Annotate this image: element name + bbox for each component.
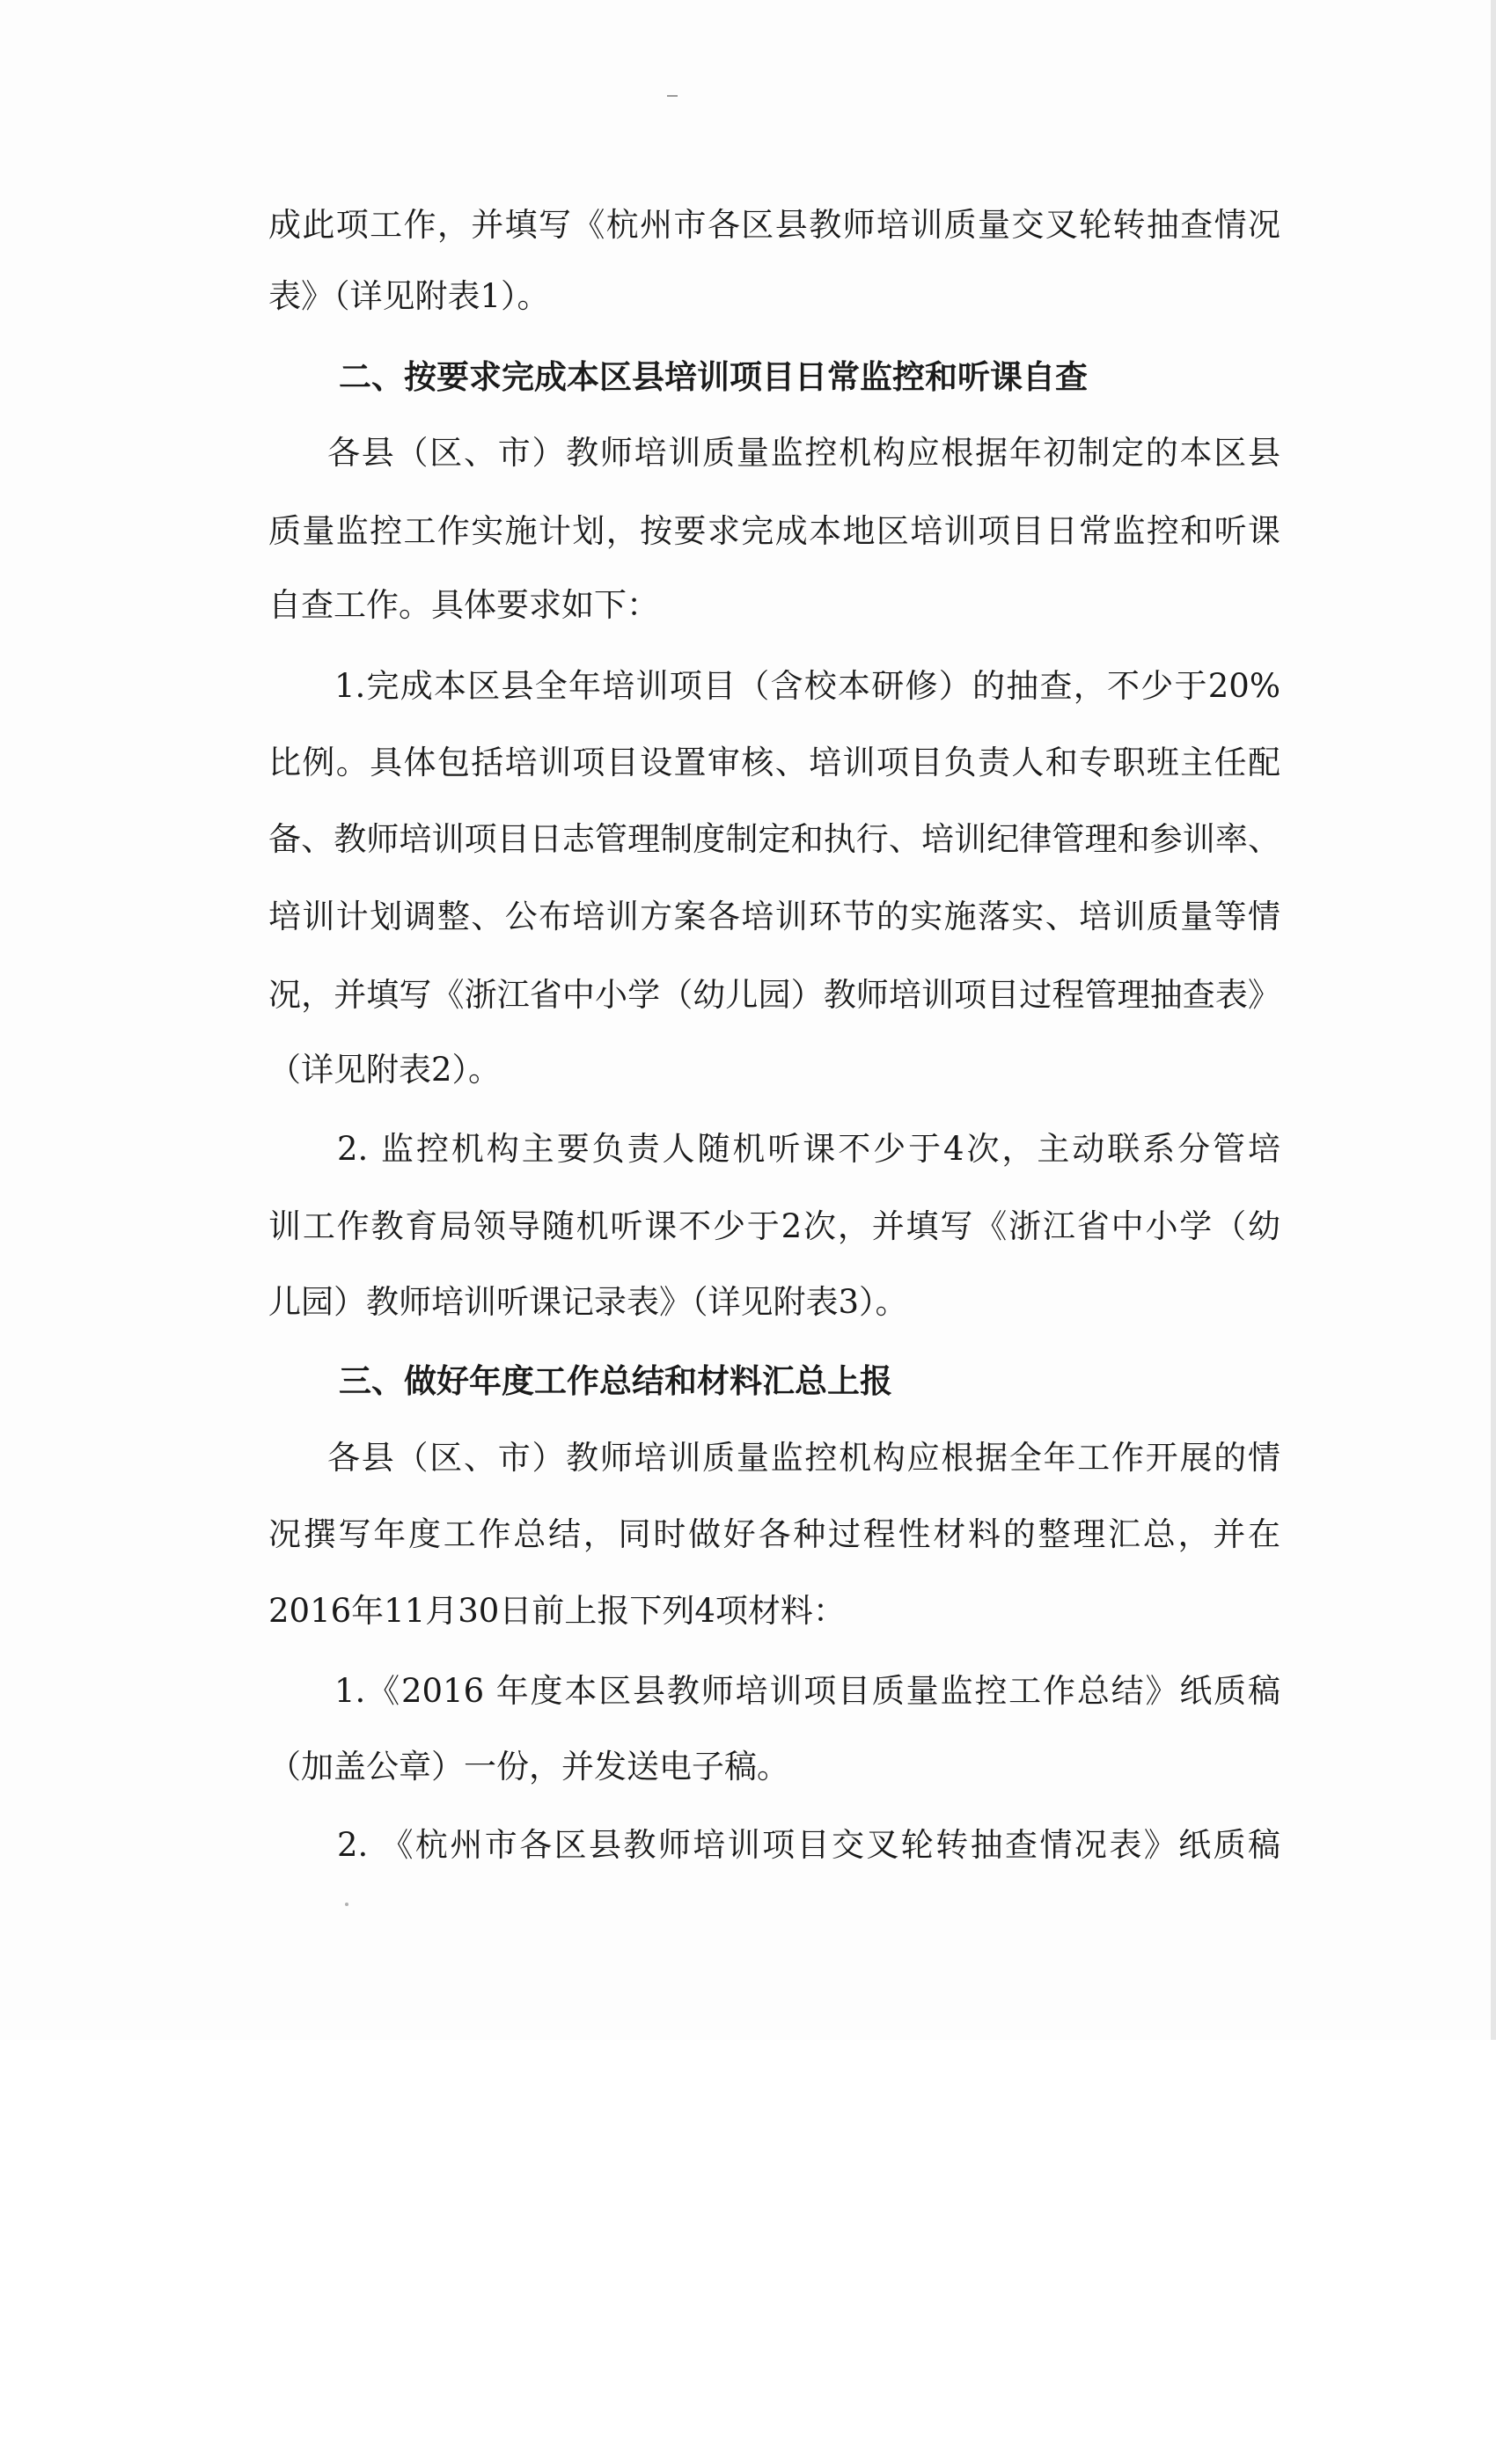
body-line: 训工作教育局领导随机听课不少于2次，并填写《浙江省中小学（幼 xyxy=(268,1207,1280,1245)
body-line: 2. 监控机构主要负责人随机听课不少于4次，主动联系分管培 xyxy=(337,1130,1280,1168)
scan-speck xyxy=(345,1903,348,1906)
section-heading: 三、做好年度工作总结和材料汇总上报 xyxy=(339,1361,892,1400)
body-line: （加盖公章）一份，并发送电子稿。 xyxy=(268,1748,789,1786)
body-line: 表》（详见附表1）。 xyxy=(268,277,550,315)
body-line: 1.完成本区县全年培训项目（含校本研修）的抽查，不少于20% xyxy=(334,667,1280,705)
body-line: 各县（区、市）教师培训质量监控机构应根据全年工作开展的情 xyxy=(327,1439,1280,1477)
page-mark xyxy=(667,95,678,97)
body-line: （详见附表2）。 xyxy=(268,1051,502,1089)
body-line: 自查工作。具体要求如下： xyxy=(268,586,659,624)
body-line: 成此项工作，并填写《杭州市各区县教师培训质量交叉轮转抽查情况 xyxy=(268,206,1280,244)
body-line: 儿园）教师培训听课记录表》（详见附表3）。 xyxy=(268,1283,908,1321)
body-line: 质量监控工作实施计划，按要求完成本地区培训项目日常监控和听课 xyxy=(268,512,1280,550)
body-line: 培训计划调整、公布培训方案各培训环节的实施落实、培训质量等情 xyxy=(268,898,1280,935)
body-line: 备、教师培训项目日志管理制度制定和执行、培训纪律管理和参训率、 xyxy=(268,820,1280,858)
body-line: 2. 《杭州市各区县教师培训项目交叉轮转抽查情况表》纸质稿 xyxy=(337,1826,1280,1864)
body-line: 2016年11月30日前上报下列4项材料： xyxy=(268,1592,846,1630)
body-line: 1.《2016 年度本区县教师培训项目质量监控工作总结》纸质稿 xyxy=(334,1672,1280,1710)
body-line: 况，并填写《浙江省中小学（幼儿园）教师培训项目过程管理抽查表》 xyxy=(268,976,1280,1014)
body-line: 各县（区、市）教师培训质量监控机构应根据年初制定的本区县 xyxy=(327,434,1280,472)
body-line: 况撰写年度工作总结，同时做好各种过程性材料的整理汇总，并在 xyxy=(268,1515,1280,1553)
section-heading: 二、按要求完成本区县培训项目日常监控和听课自查 xyxy=(339,357,1088,396)
body-line: 比例。具体包括培训项目设置审核、培训项目负责人和专职班主任配 xyxy=(268,744,1280,781)
